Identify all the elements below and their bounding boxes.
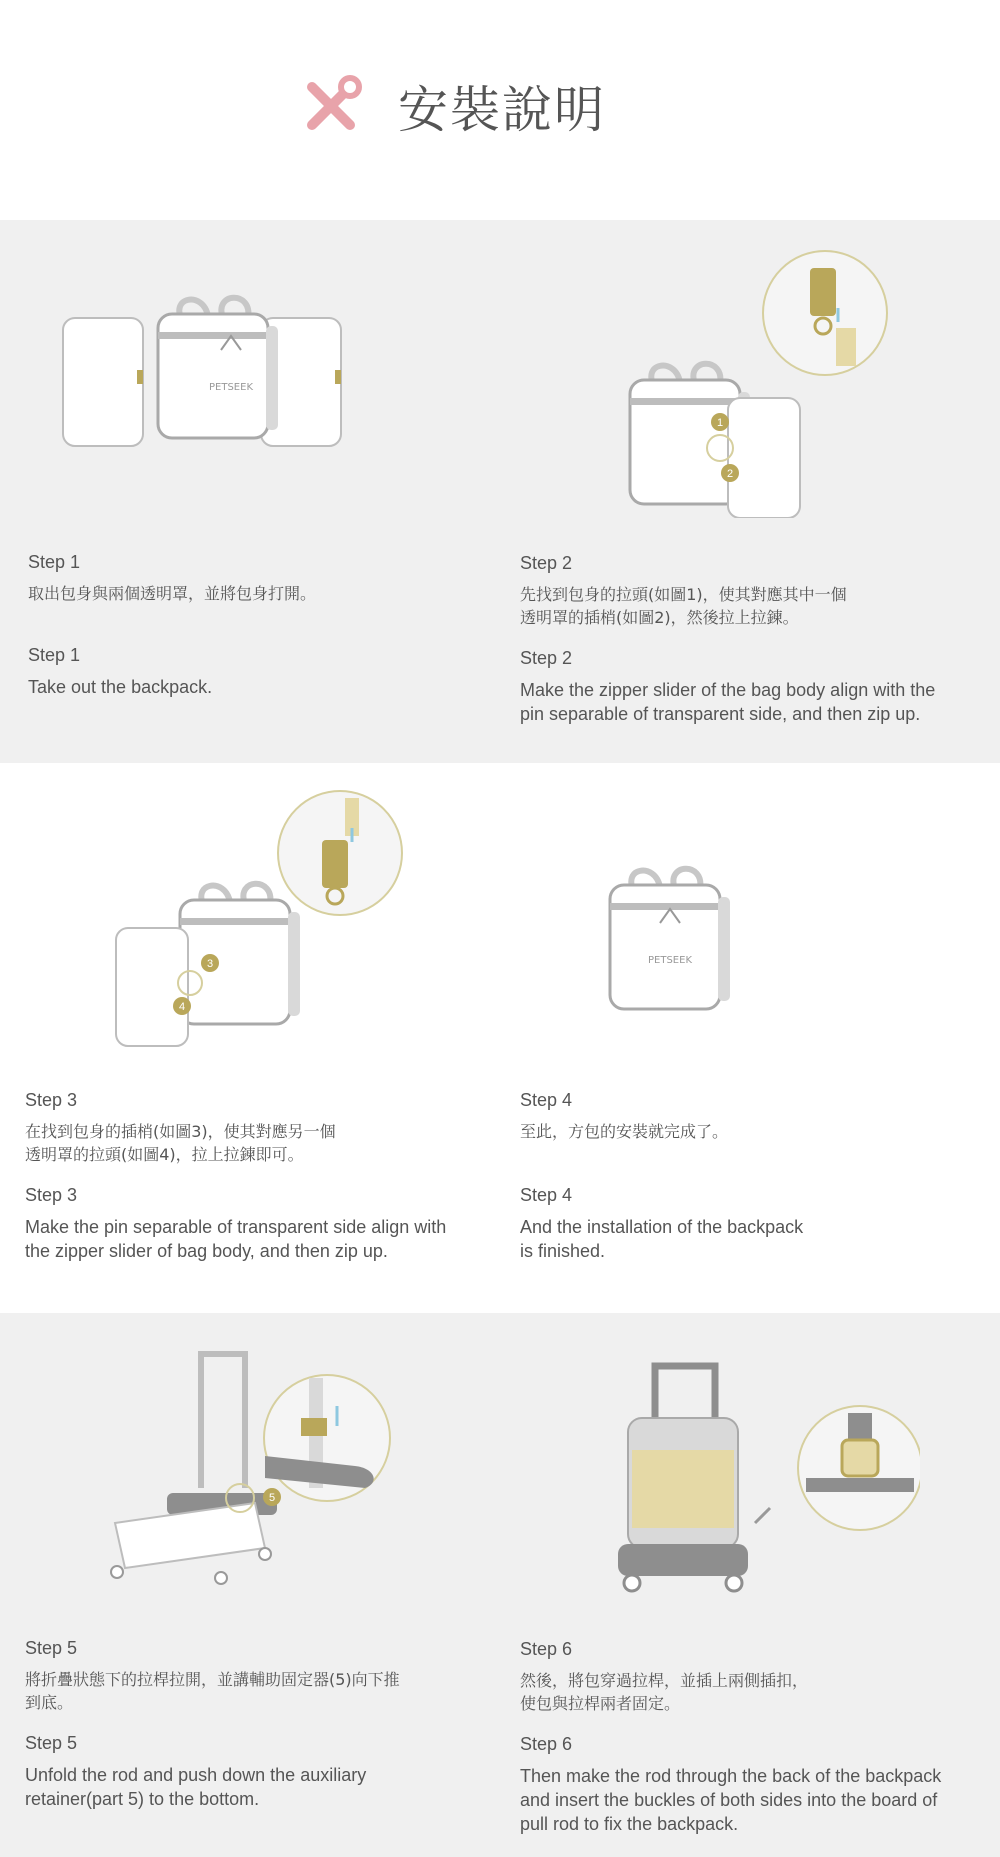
step-2-label-zh: Step 2: [520, 553, 573, 573]
step-4-label-en: Step 4: [520, 1185, 573, 1205]
section-steps-1-2: [0, 220, 1000, 763]
step-2-label-en: Step 2: [520, 648, 573, 668]
step-1-text-zh: 取出包身與兩個透明罩，並將包身打開。: [28, 584, 317, 603]
brand-logo-text: PETSEEK: [209, 382, 253, 393]
marker-4: 4: [178, 1001, 186, 1013]
step-4: [520, 1088, 990, 1263]
step-6-text-en: Then make the rod through the back of the backpack and insert the buckles of both sides into the board of pull rod to fix the backpack.: [520, 1766, 942, 1834]
step-3-label-zh: Step 3: [25, 1090, 78, 1110]
step-1-label-en: Step 1: [28, 645, 81, 665]
step-4-text-en: And the installation of the backpack is finished.: [520, 1217, 804, 1261]
marker-3: 3: [206, 958, 214, 970]
backpack-complete-illustration: [590, 863, 770, 1043]
step-1-text-en: Take out the backpack.: [28, 677, 213, 697]
backpack-on-trolley-illustration: [610, 1358, 920, 1598]
step-5-text-zh: 將折疊狀態下的拉桿拉開，並講輔助固定器(5)向下推 到底。: [25, 1670, 400, 1712]
section-steps-5-6: [0, 1313, 1000, 1857]
section-steps-3-4: [0, 763, 1000, 1313]
step-5-label-zh: Step 5: [25, 1638, 78, 1658]
tools-icon: [300, 75, 362, 137]
step-1-label-zh: Step 1: [28, 552, 81, 572]
step-5: [25, 1636, 495, 1811]
step-5-text-en: Unfold the rod and push down the auxiliary retainer(part 5) to the bottom.: [25, 1765, 367, 1809]
step-3: [25, 1088, 495, 1263]
brand-logo-text-2: PETSEEK: [648, 955, 692, 966]
trolley-rod-illustration: [105, 1348, 405, 1598]
marker-5: 5: [268, 1492, 276, 1504]
step-6: [520, 1637, 990, 1836]
pin-align-illustration: [110, 788, 420, 1058]
step-6-label-en: Step 6: [520, 1734, 573, 1754]
step-6-text-zh: 然後，將包穿過拉桿，並插上兩側插扣， 使包與拉桿兩者固定。: [520, 1671, 809, 1713]
step-1: [28, 550, 498, 699]
step-3-text-zh: 在找到包身的插梢(如圖3)，使其對應另一個 透明罩的拉頭(如圖4)，拉上拉鍊即可。: [25, 1122, 336, 1164]
step-2-text-zh: 先找到包身的拉頭(如圖1)，使其對應其中一個 透明罩的插梢(如圖2)，然後拉上拉鍊。: [520, 585, 847, 627]
zipper-align-illustration: [610, 248, 910, 518]
marker-1: 1: [716, 417, 724, 429]
header: [0, 0, 1000, 220]
step-3-label-en: Step 3: [25, 1185, 78, 1205]
step-3-text-en: Make the pin separable of transparent side align with the zipper slider of bag body, and then zip up.: [25, 1217, 447, 1261]
step-2-text-en: Make the zipper slider of the bag body align with the pin separable of transparent side, and then zip up.: [520, 680, 936, 724]
title-group: [300, 74, 606, 138]
step-6-label-zh: Step 6: [520, 1639, 573, 1659]
step-4-text-zh: 至此，方包的安裝就完成了。: [520, 1122, 729, 1141]
backpack-open-illustration: [55, 280, 355, 460]
step-4-label-zh: Step 4: [520, 1090, 573, 1110]
step-5-label-en: Step 5: [25, 1733, 78, 1753]
page-title: 安裝說明: [398, 81, 606, 139]
step-2: [520, 551, 990, 726]
marker-2: 2: [726, 468, 734, 480]
